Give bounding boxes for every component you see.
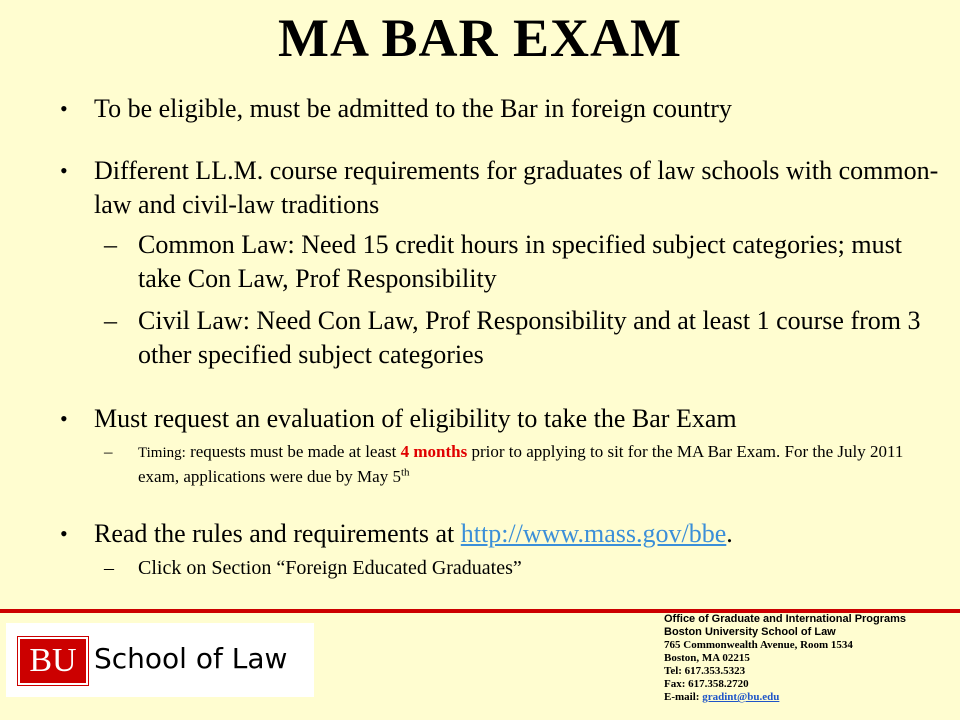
timing-highlight: 4 months <box>400 442 468 461</box>
timing-text-a: requests must be made at least <box>185 442 401 461</box>
contact-block <box>664 613 954 704</box>
bullet-dot-icon: • <box>60 158 68 183</box>
email-label: E-mail: <box>664 691 703 703</box>
contact-email-row <box>664 691 954 704</box>
dash-icon: – <box>104 442 113 461</box>
contact-address: 765 Commonwealth Avenue, Room 1534 <box>664 639 853 651</box>
bullet-llm-requirements <box>60 154 940 222</box>
bu-logo-icon: BU <box>18 637 88 685</box>
contact-fax: Fax: 617.358.2720 <box>664 678 749 690</box>
bullet-text: Read the rules and requirements at <box>94 519 461 548</box>
contact-school: Boston University School of Law <box>664 626 836 638</box>
bbe-link[interactable]: http://www.mass.gov/bbe <box>460 519 727 548</box>
bullet-eligibility <box>60 92 940 126</box>
dash-icon: – <box>104 230 117 259</box>
bu-law-logo <box>6 623 314 697</box>
sub-bullet-timing <box>60 440 940 489</box>
contact-tel: Tel: 617.353.5323 <box>664 665 746 677</box>
contact-city: Boston, MA 02215 <box>664 652 750 664</box>
bullet-text-suffix: . <box>726 519 733 548</box>
bullet-dot-icon: • <box>60 96 68 121</box>
email-link[interactable]: gradint@bu.edu <box>702 691 780 703</box>
slide-content <box>60 92 940 581</box>
bullet-text: Different LL.M. course requirements for graduates of law schools with common-law and civil-law traditions <box>94 156 939 219</box>
bullet-rules <box>60 517 940 551</box>
sub-bullet-text: Civil Law: Need Con Law, Prof Responsibility and at least 1 course from 3 other specified subject categories <box>138 306 921 369</box>
sub-bullet-text: Common Law: Need 15 credit hours in specified subject categories; must take Con Law, Prof Responsibility <box>138 230 902 293</box>
sub-bullet-text: Click on Section “Foreign Educated Graduates” <box>138 557 522 579</box>
bullet-text: To be eligible, must be admitted to the Bar in foreign country <box>94 94 732 123</box>
bullet-dot-icon: • <box>60 406 68 431</box>
slide-title: MA BAR EXAM <box>278 8 682 68</box>
timing-text-b: prior to applying to sit for the MA Bar Exam. For the July 2011 exam, applications were due by May 5 <box>138 442 904 486</box>
logo-text: School of Law <box>94 642 288 675</box>
dash-icon: – <box>104 557 114 579</box>
bullet-dot-icon: • <box>60 521 68 546</box>
timing-superscript: th <box>400 466 410 479</box>
bullet-evaluation <box>60 402 940 436</box>
dash-icon: – <box>104 306 117 335</box>
sub-bullet-click-section <box>60 555 940 581</box>
sub-bullet-civil-law <box>60 304 940 372</box>
sub-bullet-common-law <box>60 228 940 296</box>
bullet-text: Must request an evaluation of eligibility to take the Bar Exam <box>94 404 737 433</box>
contact-office: Office of Graduate and International Programs <box>664 613 907 625</box>
timing-label: Timing: <box>138 445 186 461</box>
